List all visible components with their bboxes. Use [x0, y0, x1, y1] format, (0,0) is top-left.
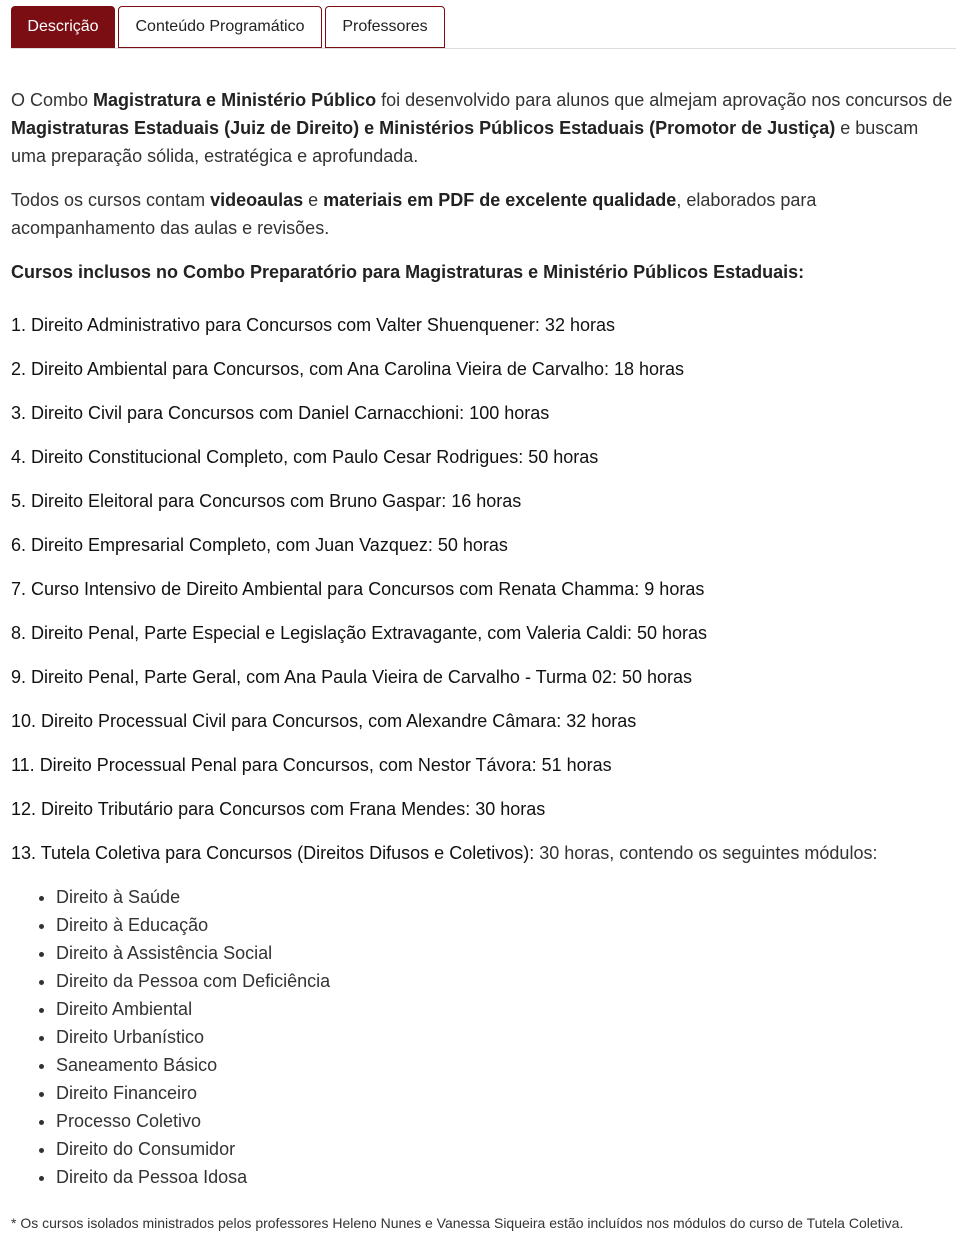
tab-label: Conteúdo Programático: [135, 18, 305, 35]
module-item: • Direito Financeiro: [56, 1079, 956, 1107]
course-item: 10. Direito Processual Civil para Concursos, com Alexandre Câmara: 32 horas: [11, 711, 637, 731]
module-item: • Saneamento Básico: [56, 1051, 956, 1079]
tab-descricao[interactable]: [11, 6, 115, 48]
module-item: • Direito do Consumidor: [56, 1135, 956, 1163]
module-item: • Processo Coletivo: [56, 1107, 956, 1135]
intro-highlight: Magistratura e Ministério Público: [93, 90, 377, 110]
intro-text: O Combo: [11, 90, 94, 110]
course-item: 11. Direito Processual Penal para Concursos, com Nestor Távora: 51 horas: [11, 755, 612, 775]
intro-highlight: Magistraturas Estaduais (Juiz de Direito) e Ministérios Públicos Estaduais (Promotor de Justiça): [11, 118, 836, 138]
tab-bar: [11, 6, 956, 49]
tab-label: Descrição: [27, 18, 99, 35]
course-item: 2. Direito Ambiental para Concursos, com Ana Carolina Vieira de Carvalho: 18 horas: [11, 359, 685, 379]
materials-paragraph: [11, 186, 956, 242]
materials-highlight: videoaulas: [210, 190, 304, 210]
course-title: 13. Tutela Coletiva para Concursos (Direitos Difusos e Coletivos):: [11, 843, 535, 863]
footnote: * Os cursos isolados ministrados pelos professores Heleno Nunes e Vanessa Siqueira estão incluídos nos módulos do curso de Tutela Coletiva.: [11, 1215, 904, 1231]
course-item: 4. Direito Constitucional Completo, com Paulo Cesar Rodrigues: 50 horas: [11, 447, 599, 467]
course-item: 12. Direito Tributário para Concursos com Frana Mendes: 30 horas: [11, 799, 546, 819]
tab-conteudo-programatico[interactable]: [118, 6, 322, 48]
materials-text: , elaborados para acompanhamento das aulas e revisões.: [11, 190, 817, 238]
course-item: 3. Direito Civil para Concursos com Daniel Carnacchioni: 100 horas: [11, 403, 550, 423]
module-item: • Direito da Pessoa com Deficiência: [56, 967, 956, 995]
course-item: 8. Direito Penal, Parte Especial e Legislação Extravagante, com Valeria Caldi: 50 horas: [11, 623, 708, 643]
course-item: 7. Curso Intensivo de Direito Ambiental para Concursos com Renata Chamma: 9 horas: [11, 579, 705, 599]
course-item: 5. Direito Eleitoral para Concursos com Bruno Gaspar: 16 horas: [11, 491, 522, 511]
tab-label: Professores: [342, 18, 428, 35]
module-item: • Direito Urbanístico: [56, 1023, 956, 1051]
course-item: 1. Direito Administrativo para Concursos com Valter Shuenquener: 32 horas: [11, 315, 615, 335]
course-item: 9. Direito Penal, Parte Geral, com Ana Paula Vieira de Carvalho - Turma 02: 50 horas: [11, 667, 693, 687]
course-detail: 30 horas, contendo os seguintes módulos:: [534, 843, 878, 863]
materials-text: Todos os cursos contam: [11, 190, 211, 210]
course-item: 6. Direito Empresarial Completo, com Juan Vazquez: 50 horas: [11, 535, 508, 555]
module-item: • Direito à Assistência Social: [56, 939, 956, 967]
intro-text: foi desenvolvido para alunos que almejam aprovação nos concursos de: [376, 90, 953, 110]
materials-text: e: [303, 190, 324, 210]
description-panel: [11, 86, 956, 1233]
module-item: • Direito à Saúde: [56, 883, 956, 911]
course-list: [11, 311, 956, 883]
module-list: [11, 883, 956, 1191]
course-item-tutela-coletiva: [11, 839, 956, 883]
intro-paragraph: [11, 86, 956, 170]
tab-professores[interactable]: [325, 6, 445, 48]
module-item: • Direito da Pessoa Idosa: [56, 1163, 956, 1191]
courses-heading: Cursos inclusos no Combo Preparatório para Magistraturas e Ministério Públicos Estaduais:: [11, 262, 805, 282]
intro-text: e buscam uma preparação sólida, estratégica e aprofundada.: [11, 118, 919, 166]
materials-highlight: materiais em PDF de excelente qualidade: [323, 190, 677, 210]
module-item: • Direito Ambiental: [56, 995, 956, 1023]
module-item: • Direito à Educação: [56, 911, 956, 939]
